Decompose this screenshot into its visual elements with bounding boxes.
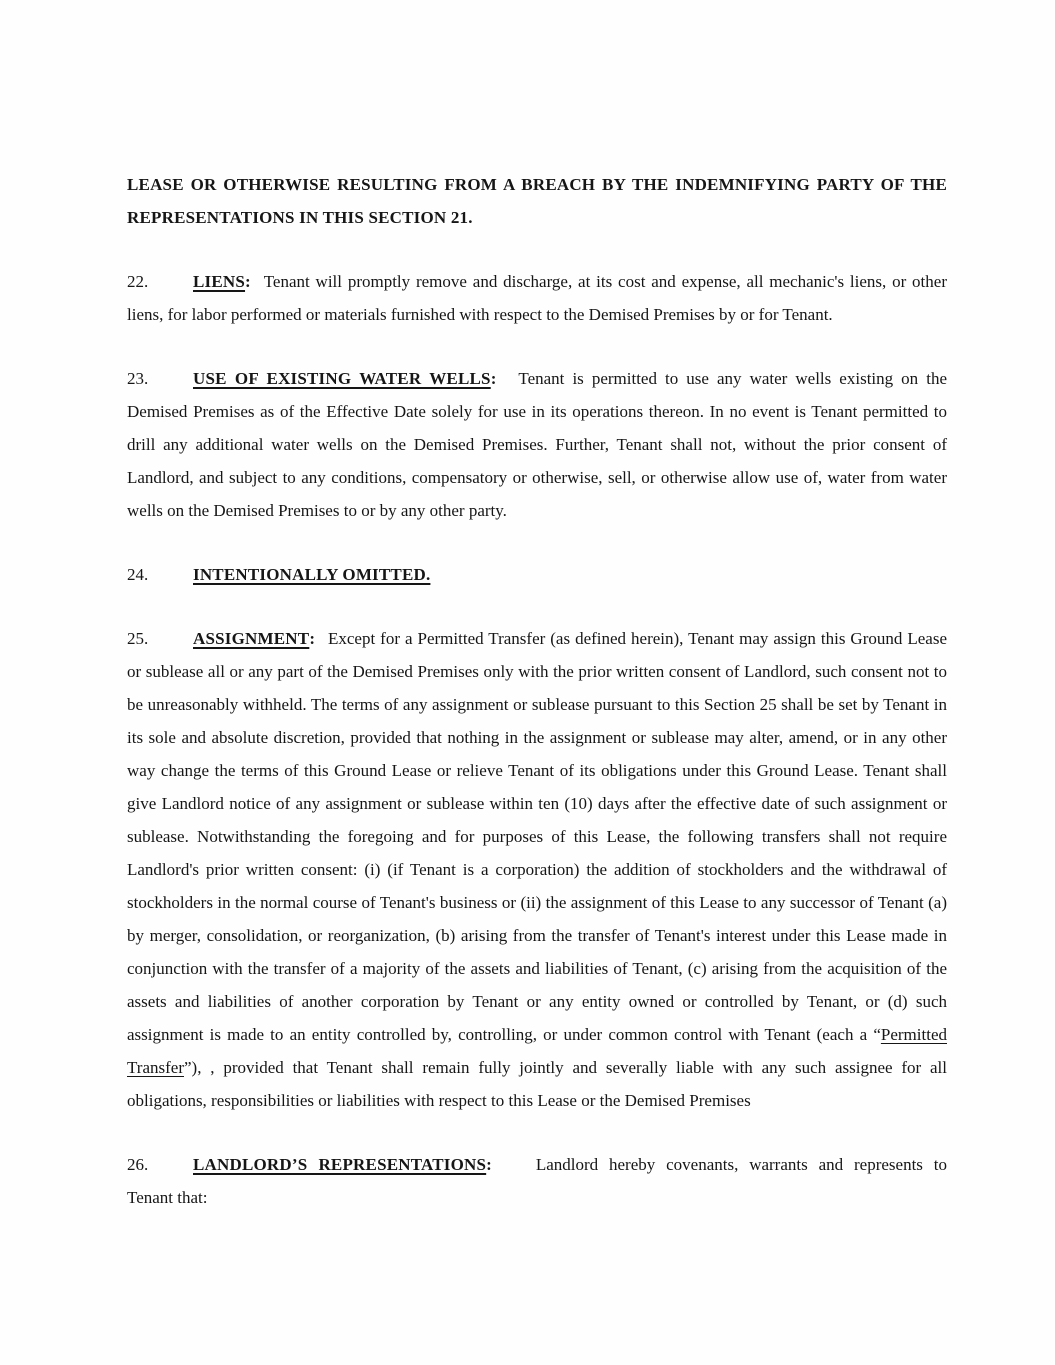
section-26-number: 26. (127, 1155, 149, 1174)
section-25-body-part1: Except for a Permitted Transfer (as defined herein), Tenant may assign this Ground Lease or sublease all or any part of the Demised Premises only with the prior written consent of Landlord, such consent not to be unreasonably withheld. The terms of any assignment or sublease pursuant to this Section 25 shall be set by Tenant in its sole and absolute discretion, provided that nothing in the assignment or sublease may alter, amend, or in any other way change the terms of this Ground Lease or relieve Tenant of its obligations under this Ground Lease. Tenant shall give Landlord notice of any assignment or sublease within ten (10) days after the effective date of such assignment or sublease. Notwithstanding the foregoing and for purposes of this Lease, the following transfers shall not require Landlord's prior written consent: (i) (if Tenant is a corporation) the addition of stockholders and the withdrawal of stockholders in the normal course of Tenant's business or (ii) the assignment of this Lease to any successor of Tenant (a) by merger, consolidation, or reorganization, (b) arising from the transfer of Tenant's interest under this Lease made in conjunction with the transfer of a majority of the assets and liabilities of Tenant, (c) arising from the acquisition of the assets and liabilities of another corporation by Tenant or any entity owned or controlled by Tenant, or (d) such assignment is made to an entity controlled by, controlling, or under common control with Tenant (each a “ (127, 629, 947, 1044)
continuation-paragraph: LEASE OR OTHERWISE RESULTING FROM A BREACH BY THE INDEMNIFYING PARTY OF THE REPRESENTATIONS IN THIS SECTION 21. (127, 175, 947, 227)
section-26-body: Landlord hereby covenants, warrants and represents to Tenant that: (127, 1155, 947, 1207)
section-24-heading: INTENTIONALLY OMITTED. (193, 565, 431, 584)
section-26-heading-colon: : (486, 1155, 492, 1174)
section-26-paragraph (127, 1148, 947, 1214)
section-24-paragraph (127, 558, 947, 591)
section-23-heading-colon: : (490, 369, 497, 388)
section-26-heading: LANDLORD’S REPRESENTATIONS (193, 1155, 487, 1174)
section-25-heading-colon: : (309, 629, 315, 648)
section-24-number: 24. (127, 565, 149, 584)
section-25-number: 25. (127, 629, 149, 648)
section-25-body-part2: ”), , provided that Tenant shall remain fully jointly and severally liable with any such assignee for all obligations, responsibilities or liabilities with respect to this Lease or the Demised Premises (127, 1058, 947, 1110)
section-25-heading: ASSIGNMENT (193, 629, 310, 648)
section-23-heading: USE OF EXISTING WATER WELLS (193, 369, 491, 388)
section-23-paragraph (127, 362, 947, 527)
section-25-paragraph (127, 622, 947, 1117)
section-22-heading-colon: : (245, 272, 251, 291)
section-22-paragraph (127, 265, 947, 331)
section-23-number: 23. (127, 369, 149, 388)
section-22-number: 22. (127, 272, 149, 291)
section-23-body: Tenant is permitted to use any water wells existing on the Demised Premises as of the Effective Date solely for use in its operations thereon. In no event is Tenant permitted to drill any additional water wells on the Demised Premises. Further, Tenant shall not, without the prior consent of Landlord, and subject to any conditions, compensatory or otherwise, sell, or otherwise allow use of, water from water wells on the Demised Premises to or by any other party. (127, 369, 947, 520)
permitted-transfer-defined-term: Permitted Transfer (127, 1025, 947, 1077)
section-22-body: Tenant will promptly remove and discharge, at its cost and expense, all mechanic's liens, or other liens, for labor performed or materials furnished with respect to the Demised Premises by or for Tenant. (127, 272, 947, 324)
section-22-heading: LIENS (193, 272, 246, 291)
